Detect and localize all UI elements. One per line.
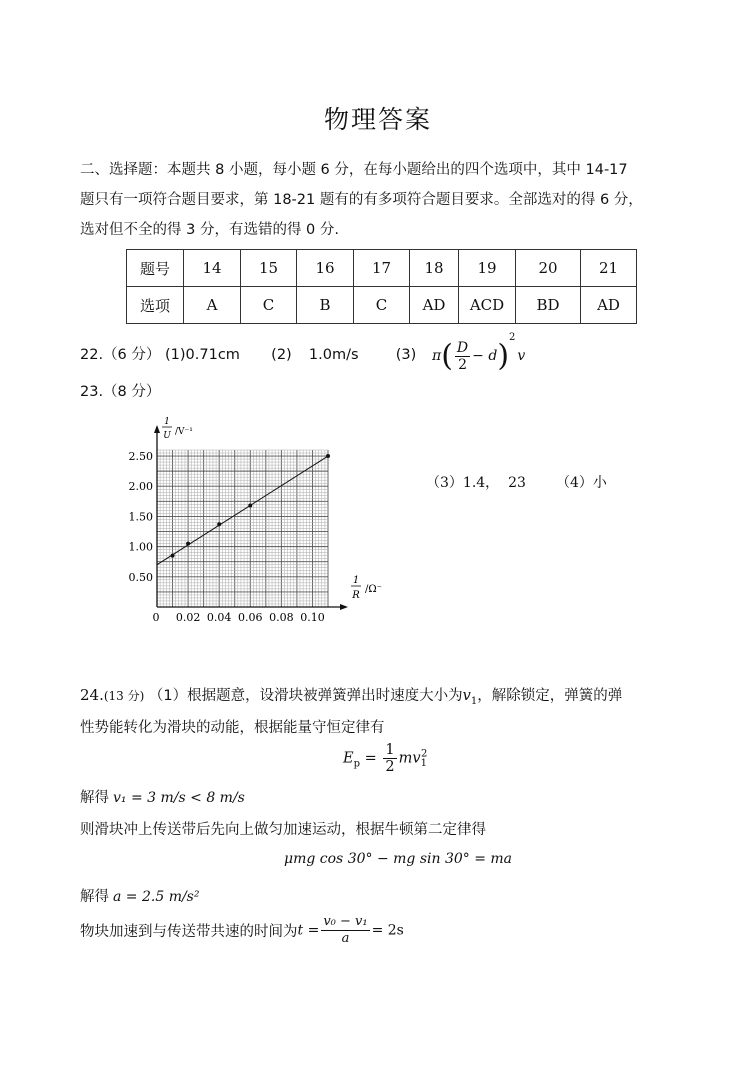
- y-tick-label: 2.50: [128, 450, 153, 464]
- data-point: [186, 542, 190, 546]
- section2-line1: 二、选择题：本题共 8 小题，每小题 6 分，在每小题给出的四个选项中，其中 14-17: [80, 162, 628, 178]
- eq-ep-sub: p: [353, 758, 360, 770]
- q24-score: (13 分): [103, 689, 145, 703]
- table-cell: 20: [516, 250, 581, 287]
- table-cell: BD: [516, 287, 581, 324]
- q22-part3-label: (3): [395, 347, 417, 363]
- table-cell: B: [297, 287, 354, 324]
- x-axis-arrow: [340, 604, 348, 610]
- table-cell: 19: [459, 250, 516, 287]
- solve-prefix: 解得: [80, 889, 109, 905]
- solve2-equation: a = 2.5 m/s²: [113, 889, 200, 905]
- table-cell: ACD: [459, 287, 516, 324]
- table-cell: 15: [241, 250, 297, 287]
- x-tick-label: 0.06: [238, 611, 263, 624]
- formula-numerator: D: [456, 339, 469, 356]
- x-tick-label: 0.08: [269, 611, 294, 624]
- solve-prefix: 解得: [80, 790, 109, 806]
- eq-mv: mv: [398, 750, 421, 767]
- solve1-equation: v₁ = 3 m/s < 8 m/s: [113, 790, 245, 806]
- y-axis-label-num: 1: [164, 417, 170, 427]
- y-axis-label-unit: /V⁻¹: [175, 427, 193, 437]
- x-tick-label: 0.04: [206, 611, 232, 624]
- page-title: 物理答案: [323, 105, 432, 134]
- data-point: [217, 522, 221, 526]
- q24-solve2: [80, 885, 199, 906]
- q24-line4: [80, 914, 404, 947]
- y-tick-label: 2.00: [128, 480, 153, 494]
- table-cell: A: [184, 287, 241, 324]
- q24-line1: [80, 684, 622, 707]
- q23-answer3: （3）1.4， 23: [426, 475, 526, 491]
- q24-line3: 则滑块冲上传送带后先向上做匀加速运动，根据牛顿第二定律得: [80, 822, 486, 838]
- q24-text1-end: ，解除锁定，弹簧的弹: [477, 688, 623, 704]
- data-point: [248, 504, 252, 508]
- eq-time-num: v₀ − v₁: [323, 914, 368, 929]
- answer-table: [126, 249, 637, 324]
- formula-denominator: 2: [458, 356, 467, 373]
- equation-energy: [343, 742, 427, 775]
- q23-label: 23.（8 分）: [80, 384, 161, 400]
- eq-mv-sup: 2: [420, 748, 428, 760]
- q22-line: [80, 343, 416, 364]
- var-sub: 1: [470, 695, 478, 707]
- q22-formula: π( $\frac{D}{2}$ − d)$^2$v: [432, 332, 526, 374]
- table-cell: 18: [410, 250, 459, 287]
- x-tick-label: 0.02: [175, 611, 201, 624]
- eq-t: t =: [297, 922, 320, 939]
- table-cell: C: [354, 287, 410, 324]
- data-point: [171, 554, 175, 558]
- eq-equals: =: [364, 750, 377, 767]
- table-cell: AD: [581, 287, 637, 324]
- q22-part1: (1)0.71cm: [165, 347, 240, 363]
- eq-time-den: a: [341, 931, 350, 946]
- x-tick-label: 0: [152, 611, 160, 624]
- pi-symbol: π: [432, 348, 442, 364]
- eq-half-num: 1: [385, 742, 395, 758]
- table-cell: 16: [297, 250, 354, 287]
- eq-ep: E: [343, 750, 354, 767]
- x-axis-label-unit: /Ω⁻: [365, 584, 382, 595]
- q24-line2: 性势能转化为滑块的动能，根据能量守恒定律有: [80, 720, 385, 736]
- data-point: [326, 454, 330, 458]
- q24-text4: 物块加速到与传送带共速的时间为: [80, 924, 298, 940]
- eq-mv-sub: 1: [420, 758, 427, 770]
- section2-line2: 题只有一项符合题目要求，第 18-21 题有的有多项符合题目要求。全部选对的得 6 分，: [80, 192, 643, 208]
- y-axis-arrow: [154, 425, 160, 433]
- x-tick-label: 0.10: [300, 611, 325, 624]
- table-row-numbers: [127, 250, 637, 287]
- table-cell: 14: [184, 250, 241, 287]
- x-axis-label-num: 1: [352, 575, 360, 586]
- eq-half-den: 2: [385, 759, 395, 775]
- table-cell: C: [241, 287, 297, 324]
- q22-label: 22.（6 分）: [80, 347, 161, 363]
- table-header-option: 选项: [127, 287, 184, 324]
- var-v: v: [462, 688, 471, 704]
- x-axis-label-den: R: [352, 590, 360, 601]
- q24-label: 24.: [80, 686, 104, 704]
- y-axis-label-den: U: [163, 431, 171, 441]
- eq-time-result: = 2s: [371, 922, 404, 939]
- section2-line3: 选对但不全的得 3 分，有选错的得 0 分.: [80, 222, 339, 238]
- q22-part2-label: (2): [271, 347, 292, 363]
- q24-text1: （1）根据题意，设滑块被弹簧弹出时速度大小为: [148, 688, 463, 704]
- table-cell: AD: [410, 287, 459, 324]
- formula-minus-d: − d: [472, 348, 498, 364]
- table-cell: 21: [581, 250, 637, 287]
- chart-1-over-u-vs-1-over-r: [110, 415, 390, 630]
- y-tick-label: 1.00: [128, 540, 153, 554]
- table-row-answers: [127, 287, 637, 324]
- y-tick-label: 0.50: [128, 570, 153, 584]
- formula-exponent: 2: [509, 332, 516, 343]
- q24-solve1: [80, 786, 245, 807]
- formula-v: v: [517, 348, 526, 364]
- table-header-number: 题号: [127, 250, 184, 287]
- y-tick-label: 1.50: [128, 510, 153, 524]
- q23-answer4: （4）小: [556, 475, 607, 491]
- table-cell: 17: [354, 250, 410, 287]
- q22-part2: 1.0m/s: [308, 347, 359, 363]
- equation-newton: μmg cos 30° − mg sin 30° = ma: [284, 851, 513, 867]
